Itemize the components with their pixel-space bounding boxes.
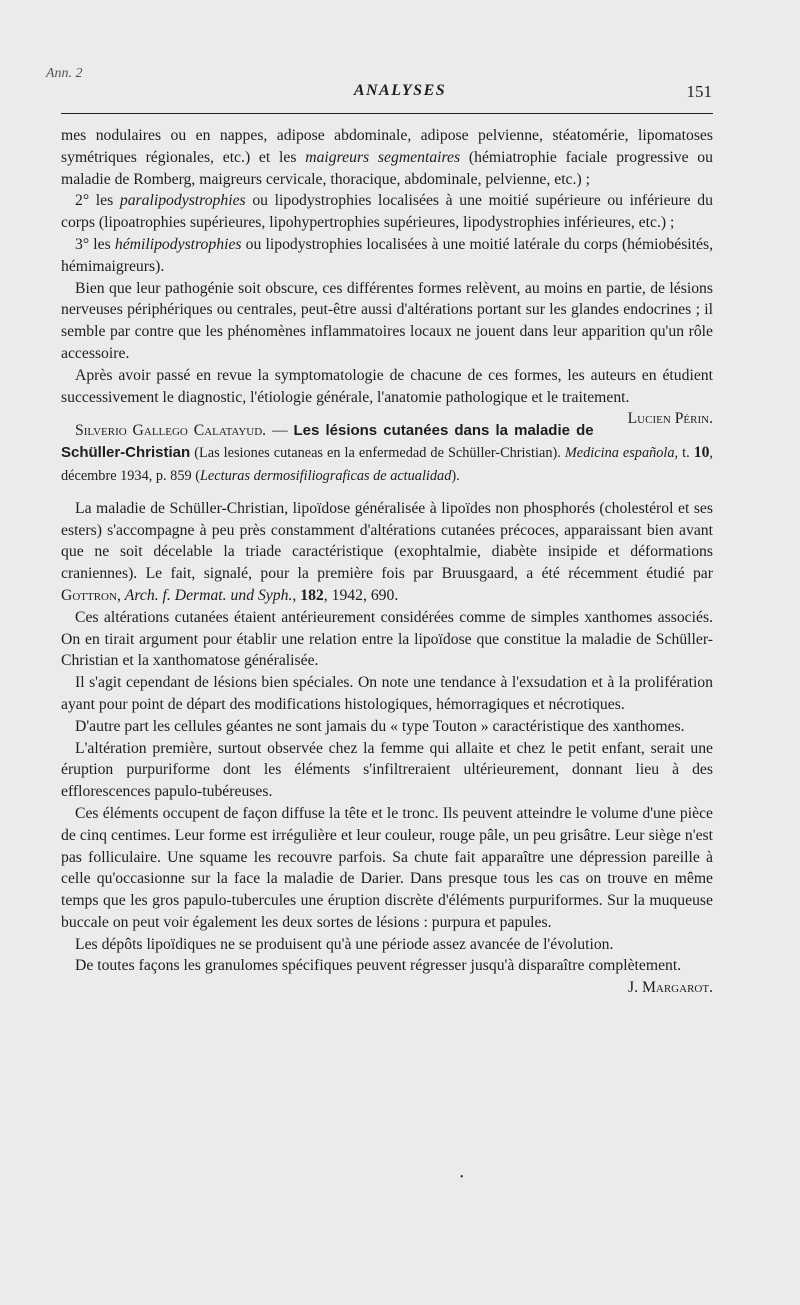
review1-paragraph: mes nodulaires ou en nappes, adipose abdominale, adipose pelvienne, stéatomérie, lipomatoses symétriques régionales, etc.) et les maigreurs segmentaires (hémiatrophie faciale progressive ou maladie de Romberg, maigreurs cervicale, thoracique, abdominale, pelvienne, etc.) ; [61, 127, 713, 188]
review2-paragraph: Ces altérations cutanées étaient antérieurement considérées comme de simples xanthomes associés. On en tirait argument pour établir une relation entre la lipoïdose que constitue la maladie de Schüller-Christian et la xanthomatose généralisée. [61, 608, 713, 670]
review2-title: Les lésions cutanées dans la maladie de Schüller-Christian [61, 422, 594, 462]
running-header-title: ANALYSES [353, 82, 447, 99]
review1-paragraph: 2° les paralipodystrophies ou lipodystrophies localisées à une moitié supérieure ou inférieure du corps (lipoatrophies supérieures, lipohypertrophies supérieures, lipodystrophies inférieures, etc.) ; [61, 192, 713, 232]
review2-paragraph: Il s'agit cependant de lésions bien spéciales. On note une tendance à l'exsudation et à la prolifération ayant pour point de départ des modifications histologiques, hémorragiques et nécrotiques. [61, 674, 713, 713]
header-rule [61, 113, 713, 114]
review2-author: Silverio Gallego Calatayud. [75, 422, 267, 440]
review2-signature: J. Margarot. [628, 979, 713, 997]
review1-paragraph: Bien que leur pathogénie soit obscure, ces différentes formes relèvent, au moins en partie, de lésions nerveuses périphériques ou centrales, peut-être aussi d'altérations portant sur les glandes endocrines ; il semble par contre que les phénomènes inflammatoires locaux ne jouent dans leur apparition qu'un rôle accessoire. [61, 279, 713, 362]
running-header-left: Ann. 2 [46, 66, 83, 81]
review2-paragraph: Les dépôts lipoïdiques ne se produisent qu'à une période assez avancée de l'évolution. [75, 935, 614, 953]
review2-paragraph: L'altération première, surtout observée chez la femme qui allaite et chez le petit enfant, serait une éruption purpuriforme dont les éléments s'infiltreraient ultérieurement, donnant lieu à des efflorescences papulo-tubéreuses. [61, 739, 713, 801]
page-number: 151 [686, 82, 712, 101]
end-mark: • [460, 1172, 464, 1183]
review1-paragraph: 3° les hémilipodystrophies ou lipodystrophies localisées à une moitié latérale du corps (hémiobésités, hémimaigreurs). [61, 235, 713, 275]
review2-paragraph: La maladie de Schüller-Christian, lipoïdose généralisée à lipoïdes non phosphorés (cholestérol et ses esters) s'accompagne à peu près constamment d'altérations cutanées précoces, apparaissant bien avant que ne soit décelable la triade caractéristique (exophtalmie, diabète insipide et déformations craniennes). Le fait, signalé, pour la première fois par Bruusgaard, a été récemment étudié par Gottron, Arch. f. Dermat. und Syph., 182, 1942, 690. [61, 499, 713, 604]
page-body [61, 125, 713, 999]
review2-paragraph: Ces éléments occupent de façon diffuse la tête et le tronc. Ils peuvent atteindre le volume d'une pièce de cinq centimes. Leur forme est irrégulière et leur couleur, rouge pâle, un peu grisâtre. Leur siège n'est pas folliculaire. Une squame les recouvre parfois. Sa chute fait apparaître une dépression pareille à celle qu'occasionne sur la face la maladie de Darier. Dans presque tous les cas on trouve en même temps que les gros papulo-tubercules une éruption discrète d'éléments purpuriformes. Sur la muqueuse buccale on peut voir également les deux sortes de lésions : purpura et papules. [61, 804, 713, 931]
review1-paragraph: Après avoir passé en revue la symptomatologie de chacune de ces formes, les auteurs en étudient successivement le diagnostic, l'étiologie générale, l'anatomie pathologique et le traitement. Lucien Périn. [61, 365, 713, 409]
review2-paragraph: De toutes façons les granulomes spécifiques peuvent régresser jusqu'à disparaître complètement. J. Margarot. [61, 955, 713, 977]
review2-reference: Silverio Gallego Calatayud. — Les lésions cutanées dans la maladie de Schüller-Christian (Las lesiones cutaneas en la enfermedad de Schüller-Christian). Medicina española, t. 10, décembre 1934, p. 859 (Lecturas dermosifiliograficas de actualidad). [61, 422, 713, 484]
review2-paragraph: D'autre part les cellules géantes ne sont jamais du « type Touton » caractéristique des xanthomes. [75, 717, 685, 735]
review1-signature: Lucien Périn. [627, 410, 713, 428]
